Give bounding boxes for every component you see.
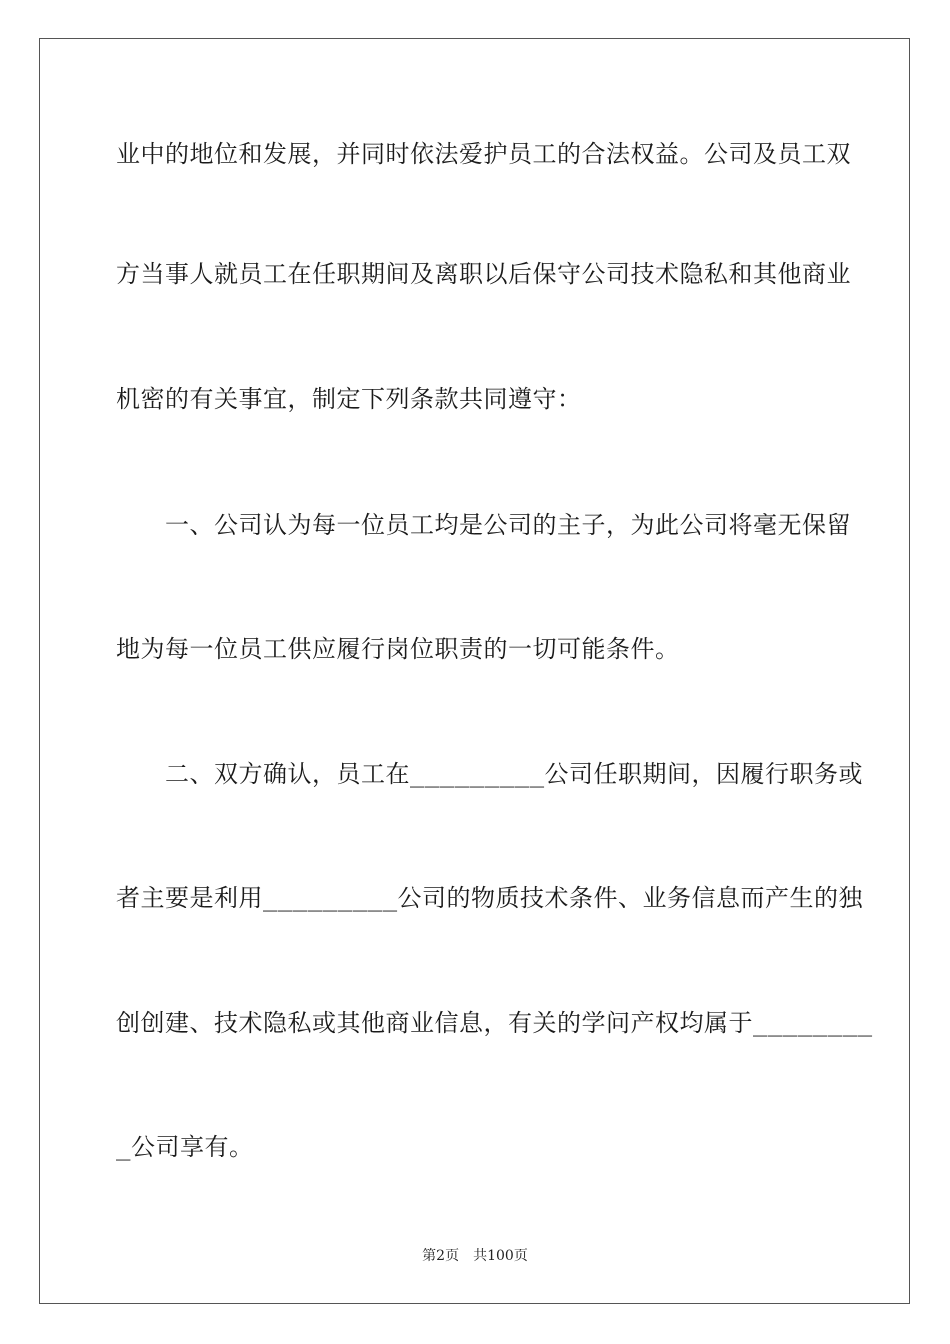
page-number: 第2页 xyxy=(422,1248,460,1264)
text-line: 机密的有关事宜，制定下列条款共同遵守： xyxy=(116,385,582,413)
text-line: 方当事人就员工在任职期间及离职以后保守公司技术隐私和其他商业 xyxy=(116,260,851,288)
text-line: 业中的地位和发展，并同时依法爱护员工的合法权益。公司及员工双 xyxy=(116,140,851,168)
page-total: 共100页 xyxy=(473,1248,528,1264)
page-footer xyxy=(0,1247,950,1265)
page-border xyxy=(39,38,910,1304)
text-line: 一、公司认为每一位员工均是公司的主子，为此公司将毫无保留 xyxy=(116,511,851,539)
text-line: 地为每一位员工供应履行岗位职责的一切可能条件。 xyxy=(116,635,680,663)
text-line: 者主要是利用_________公司的物质技术条件、业务信息而产生的独 xyxy=(116,884,864,912)
text-line: 创创建、技术隐私或其他商业信息，有关的学问产权均属于________ xyxy=(116,1009,873,1037)
text-line: 二、双方确认，员工在_________公司任职期间，因履行职务或 xyxy=(116,760,864,788)
text-line: _公司享有。 xyxy=(116,1133,254,1161)
